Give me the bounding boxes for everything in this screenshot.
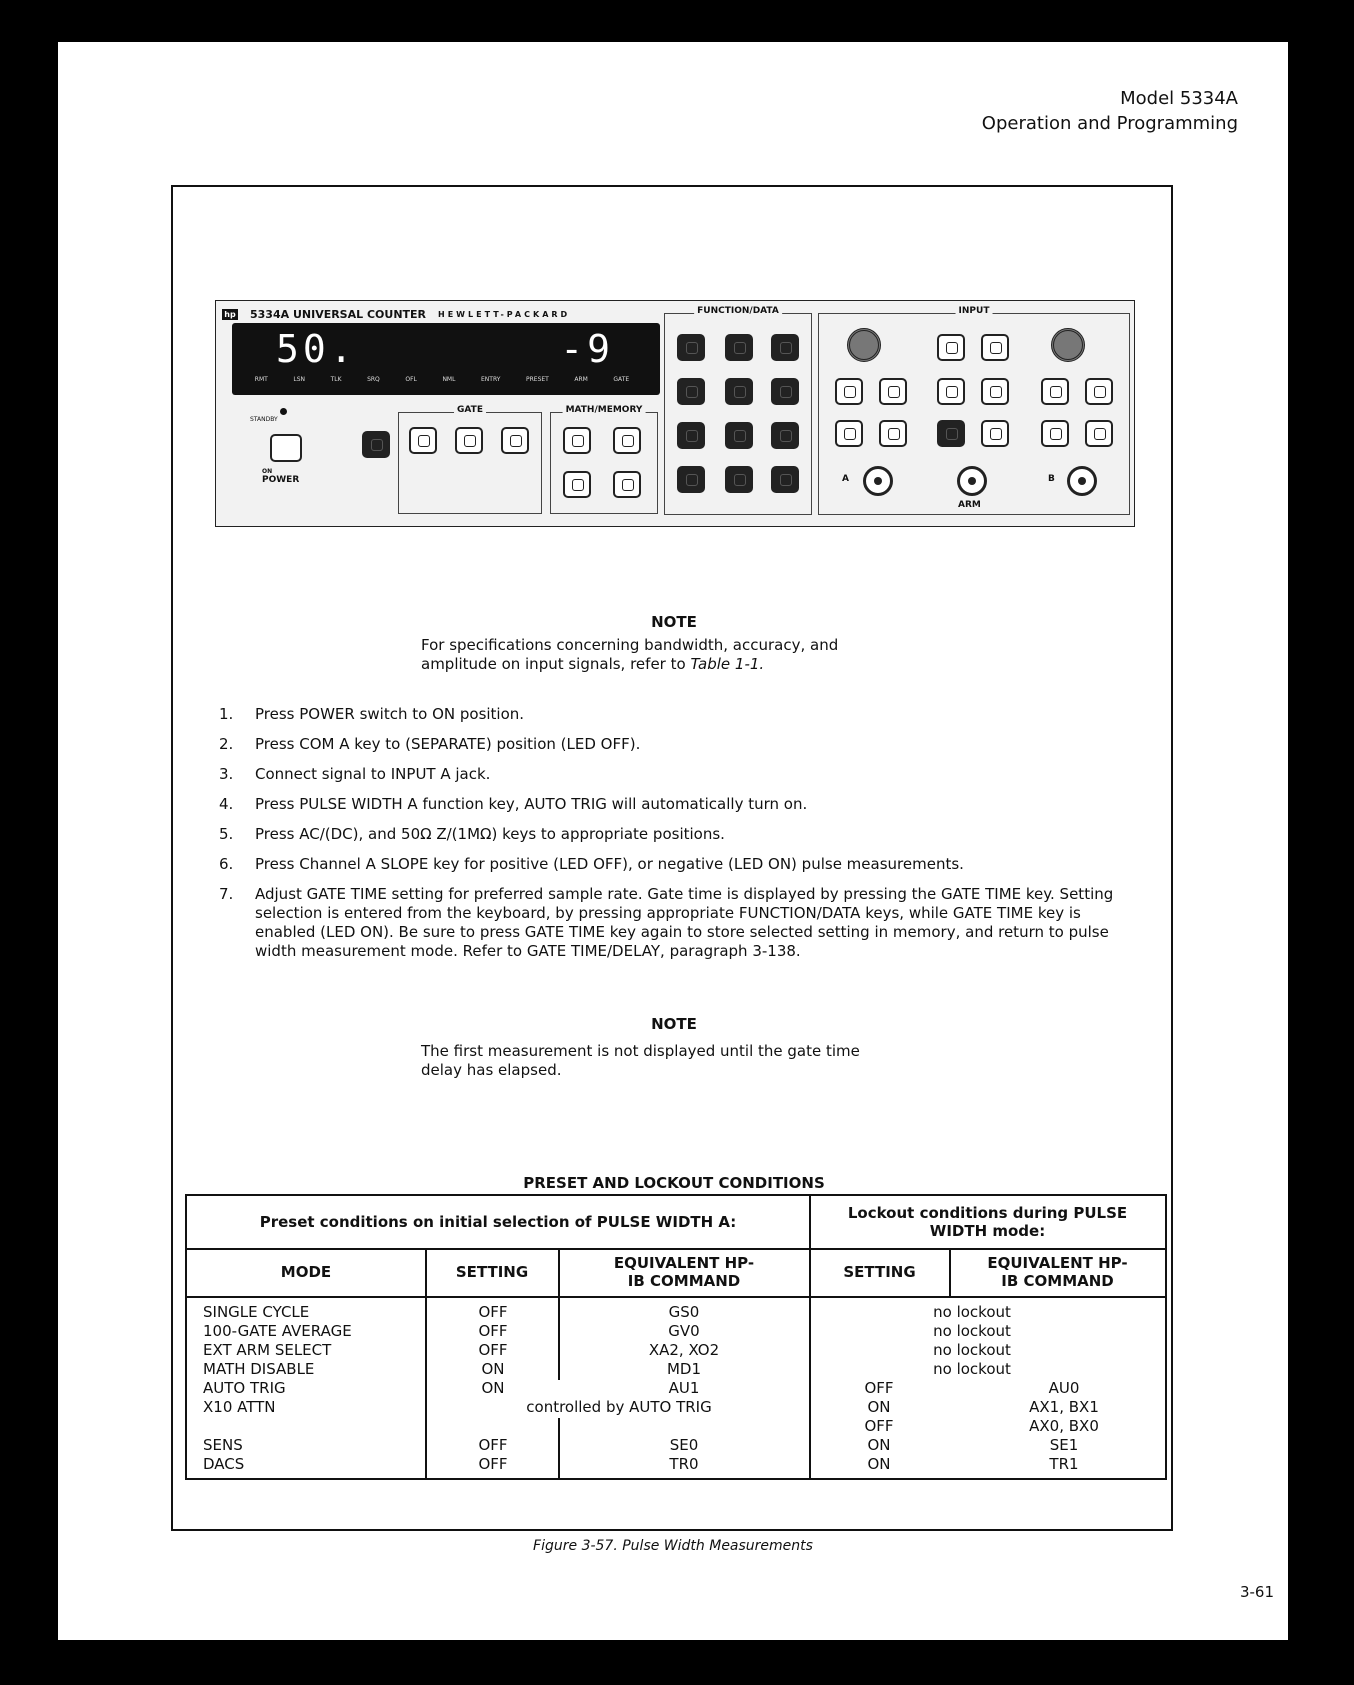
column-header-setting: SETTING: [455, 1263, 529, 1281]
figure-frame: [171, 185, 1173, 1531]
column-header-lockout-equivalent: EQUIVALENT HP-IB COMMAND: [987, 1254, 1128, 1290]
note-title: NOTE: [651, 613, 697, 631]
input-group-label: INPUT: [956, 306, 993, 316]
note-text: The first measurement is not displayed until the gate time delay has elapsed.: [421, 1042, 860, 1079]
column-header-lockout-setting: SETTING: [843, 1263, 916, 1281]
column-header-equivalent: EQUIVALENT HP-IB COMMAND: [613, 1254, 755, 1290]
function-key[interactable]: [771, 378, 799, 405]
procedure-step: 5. Press AC/(DC), and 50Ω Z/(1MΩ) keys to appropriate positions.: [219, 825, 725, 843]
cell-command: GV0: [668, 1322, 700, 1340]
annunciator: ENTRY: [481, 376, 501, 383]
gate-time-key[interactable]: [409, 427, 437, 454]
procedure-step: 3. Connect signal to INPUT A jack.: [219, 765, 491, 783]
preset-lockout-table: [185, 1194, 1167, 1480]
panel-title: 5334A UNIVERSAL COUNTER: [250, 307, 427, 321]
cell-mode: MATH DISABLE: [203, 1360, 315, 1378]
input-key[interactable]: [937, 378, 965, 405]
input-key[interactable]: [981, 378, 1009, 405]
100-gate-average-key[interactable]: [501, 427, 529, 454]
function-key[interactable]: [677, 422, 705, 449]
procedure-steps: [213, 705, 1133, 972]
cell-mode: X10 ATTN: [203, 1398, 276, 1416]
cell-lockout-setting: ON: [867, 1436, 891, 1454]
cell-lockout-setting: ON: [867, 1398, 891, 1416]
cell-mode: 100-GATE AVERAGE: [203, 1322, 352, 1340]
input-key[interactable]: [981, 334, 1009, 361]
math-memory-group-label: MATH/MEMORY: [563, 405, 646, 415]
attn-a-key[interactable]: [879, 378, 907, 405]
cell-setting: controlled by AUTO TRIG: [526, 1398, 712, 1416]
table-row: [187, 1398, 1165, 1417]
annunciator: RMT: [254, 376, 268, 383]
input-section: [818, 306, 1130, 515]
cell-command: AU1: [668, 1379, 700, 1397]
panel-brand: HEWLETT-PACKARD: [438, 309, 571, 319]
function-key[interactable]: [677, 378, 705, 405]
power-section: [232, 406, 340, 506]
annunciator: TLK: [330, 376, 342, 383]
table-row: [187, 1379, 1165, 1398]
cell-setting: OFF: [478, 1455, 508, 1473]
arm-jack[interactable]: [957, 466, 987, 496]
math-memory-key-group: [550, 405, 658, 514]
cell-setting: OFF: [478, 1436, 508, 1454]
cell-mode: EXT ARM SELECT: [203, 1341, 332, 1359]
select-enter-key[interactable]: [563, 427, 591, 454]
ac-dc-a-key[interactable]: [835, 420, 863, 447]
channel-a-level-knob[interactable]: [847, 328, 881, 362]
cell-lockout: no lockout: [933, 1303, 1011, 1321]
table-row: [187, 1417, 1165, 1436]
function-key[interactable]: [725, 334, 753, 361]
cell-command: MD1: [666, 1360, 702, 1378]
function-key[interactable]: [725, 378, 753, 405]
annunciator: NML: [442, 376, 456, 383]
table-rule: [187, 1296, 1165, 1298]
cell-lockout-command: AX1, BX1: [1029, 1398, 1099, 1416]
channel-a-label: A: [839, 474, 852, 484]
cell-setting: ON: [481, 1379, 505, 1397]
cell-lockout-setting: OFF: [864, 1417, 894, 1435]
hp-logo-icon: hp: [222, 309, 238, 320]
power-label: ON POWER: [262, 468, 300, 485]
display-exponent: -9: [560, 327, 614, 371]
power-switch[interactable]: [270, 434, 302, 462]
panel-brand-bar: [222, 307, 670, 321]
input-key[interactable]: [937, 334, 965, 361]
input-b-jack[interactable]: [1067, 466, 1097, 496]
function-key[interactable]: [677, 466, 705, 493]
function-key[interactable]: [771, 422, 799, 449]
input-key[interactable]: [937, 420, 965, 447]
table-row: [187, 1303, 1165, 1322]
note-title: NOTE: [651, 1015, 697, 1033]
cell-lockout: no lockout: [933, 1360, 1011, 1378]
cell-lockout-command: SE1: [1049, 1436, 1079, 1454]
procedure-step: 6. Press Channel A SLOPE key for positive (LED OFF), or negative (LED ON) pulse measurements.: [219, 855, 964, 873]
annunciator: OFL: [405, 376, 417, 383]
cell-command: GS0: [668, 1303, 700, 1321]
cell-command: TR0: [669, 1455, 699, 1473]
cell-lockout-setting: OFF: [864, 1379, 894, 1397]
table-row: [187, 1455, 1165, 1474]
cell-mode: DACS: [203, 1455, 245, 1473]
cell-lockout-command: AX0, BX0: [1029, 1417, 1099, 1435]
impedance-b-key[interactable]: [1085, 420, 1113, 447]
cell-setting: OFF: [478, 1322, 508, 1340]
store-key[interactable]: [613, 427, 641, 454]
figure-caption: Figure 3-57. Pulse Width Measurements: [533, 1538, 813, 1554]
page-number: 3-61: [1239, 1583, 1274, 1601]
column-header-mode: MODE: [280, 1263, 332, 1281]
group-header-preset: Preset conditions on initial selection of PULSE WIDTH A:: [259, 1213, 737, 1231]
standby-label: STANDBY: [250, 416, 278, 423]
function-key[interactable]: [725, 466, 753, 493]
cell-lockout: no lockout: [933, 1341, 1011, 1359]
input-a-jack[interactable]: [863, 466, 893, 496]
single-cycle-key[interactable]: [455, 427, 483, 454]
table-row: [187, 1360, 1165, 1379]
channel-b-level-knob[interactable]: [1051, 328, 1085, 362]
ac-dc-b-key[interactable]: [1041, 420, 1069, 447]
procedure-step: 2. Press COM A key to (SEPARATE) position (LED OFF).: [219, 735, 641, 753]
cell-lockout: no lockout: [933, 1322, 1011, 1340]
pulse-width-key[interactable]: [725, 422, 753, 449]
cell-mode: SINGLE CYCLE: [203, 1303, 310, 1321]
annunciator: LSN: [293, 376, 305, 383]
cell-command: XA2, XO2: [648, 1341, 720, 1359]
channel-b-label: B: [1045, 474, 1058, 484]
group-header-lockout: Lockout conditions during PULSE WIDTH mode:: [847, 1204, 1128, 1240]
function-key[interactable]: [771, 466, 799, 493]
display-annunciators: [242, 376, 642, 383]
cell-mode: SENS: [203, 1436, 243, 1454]
attn-b-key[interactable]: [1085, 378, 1113, 405]
header-model: Model 5334A: [1120, 88, 1238, 109]
annunciator: SRQ: [367, 376, 380, 383]
table-row: [187, 1322, 1165, 1341]
slope-a-key[interactable]: [835, 378, 863, 405]
arm-label: ARM: [955, 500, 984, 510]
impedance-a-key[interactable]: [879, 420, 907, 447]
procedure-step: 4. Press PULSE WIDTH A function key, AUTO TRIG will automatically turn on.: [219, 795, 808, 813]
table-title: PRESET AND LOCKOUT CONDITIONS: [523, 1174, 825, 1192]
function-key[interactable]: [771, 334, 799, 361]
gate-key-group: [398, 405, 542, 514]
procedure-step: 1. Press POWER switch to ON position.: [219, 705, 525, 723]
procedure-step: 7. Adjust GATE TIME setting for preferred sample rate. Gate time is displayed by pressing the GATE TIME key. Setting selection is entered from the keyboard, by pressing appropriate FUNCTION/DATA keys, while GATE TIME key is enabled (LED ON). Be sure to press GATE TIME key again to store selected setting in memory, and return to pulse width measurement mode. Refer to GATE TIME/DELAY, paragraph 3-138.: [219, 885, 1114, 960]
led-display: [232, 323, 660, 395]
slope-b-key[interactable]: [1041, 378, 1069, 405]
document-page: [58, 42, 1288, 1640]
cell-lockout-command: AU0: [1048, 1379, 1080, 1397]
counter-front-panel-illustration: [215, 300, 1135, 527]
function-key[interactable]: [677, 334, 705, 361]
recall-key[interactable]: [613, 471, 641, 498]
cell-lockout-command: TR1: [1049, 1455, 1079, 1473]
running-header: [982, 86, 1238, 136]
cell-setting: OFF: [478, 1341, 508, 1359]
disable-key[interactable]: [563, 471, 591, 498]
gate-group-label: GATE: [454, 405, 486, 415]
display-mantissa: 50.: [276, 327, 357, 371]
function-data-group-label: FUNCTION/DATA: [694, 306, 782, 316]
header-section: Operation and Programming: [981, 113, 1238, 134]
note-text: For specifications concerning bandwidth, accuracy, and amplitude on input signals, refer to Table 1-1.: [421, 636, 839, 673]
annunciator: GATE: [613, 376, 630, 383]
cell-setting: OFF: [478, 1303, 508, 1321]
cell-mode: AUTO TRIG: [203, 1379, 286, 1397]
reset-local-key[interactable]: [362, 431, 390, 458]
cell-setting: ON: [481, 1360, 505, 1378]
input-key[interactable]: [981, 420, 1009, 447]
cell-command: SE0: [669, 1436, 699, 1454]
annunciator: PRESET: [525, 376, 549, 383]
table-row: [187, 1436, 1165, 1455]
table-reference: Table 1-1.: [690, 655, 765, 673]
power-led-icon: [280, 408, 287, 415]
cell-lockout-setting: ON: [867, 1455, 891, 1473]
function-data-key-group: [664, 306, 812, 515]
annunciator: ARM: [574, 376, 588, 383]
table-row: [187, 1341, 1165, 1360]
